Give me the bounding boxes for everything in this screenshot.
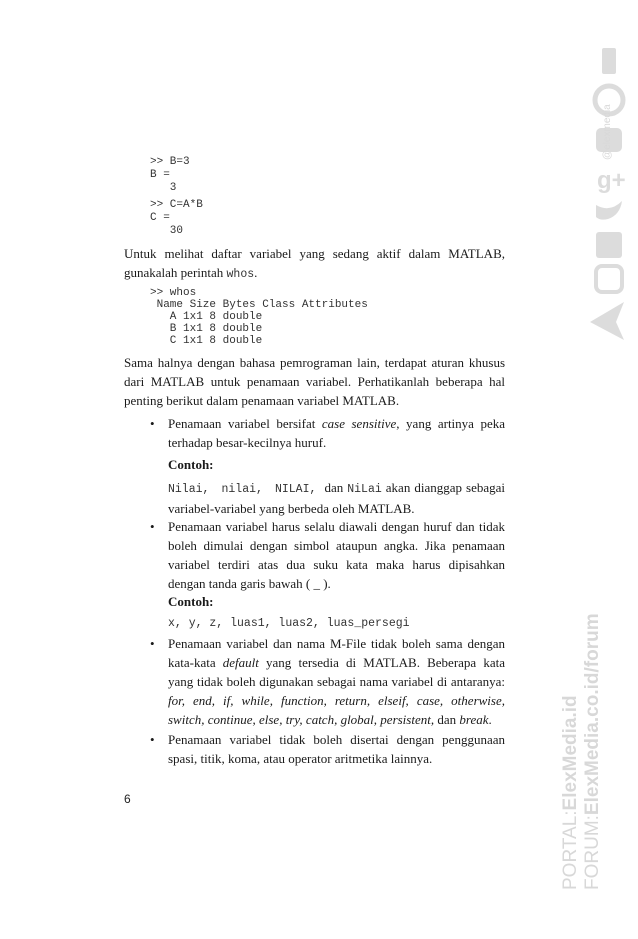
gplus-icon: g+ <box>597 167 626 194</box>
bullet-marker: • <box>150 416 155 431</box>
code-line: 3 <box>150 182 177 194</box>
paragraph-text: . <box>254 265 258 280</box>
bullet-4-text: Penamaan variabel tidak boleh disertai dengan penggunaan spasi, titik, koma, atau operator aritmetika lainnya. <box>168 732 505 766</box>
keyword-last: break <box>459 712 489 727</box>
watermark-forum-url: ElexMedia.co.id/forum <box>582 613 603 816</box>
twitter-icon <box>596 201 622 220</box>
bullet-text-part: dan <box>324 480 344 495</box>
inline-code: NILAI, <box>274 483 317 496</box>
inline-code: Nilai, <box>168 483 210 496</box>
bullet-3-text <box>168 634 505 729</box>
instagram-icon <box>596 266 622 292</box>
social-icons-watermark <box>562 40 632 340</box>
watermark-text <box>560 613 604 890</box>
contoh-label-2: Contoh: <box>168 594 214 609</box>
facebook-icon <box>596 232 622 258</box>
bullet-text-part: , yang artinya peka terhadap besar-kecilnya huruf. <box>168 416 506 450</box>
paragraph-text: Untuk melihat daftar variabel yang sedang aktif dalam MATLAB, gunakalah perintah <box>124 246 505 280</box>
code-line: A 1x1 8 double <box>150 311 263 323</box>
code-line: >> C=A*B <box>150 199 203 211</box>
inline-code: NiLai <box>347 483 382 496</box>
watermark-handle: @elexmedia <box>602 104 613 160</box>
code-line: C = <box>150 212 170 224</box>
keyword-list: for, end, if, while, function, return, elseif, case, otherwise, switch, continue, else, try, catch, global, persistent, <box>168 693 505 727</box>
code-line: B 1x1 8 double <box>150 323 263 335</box>
code-line: 30 <box>150 225 184 237</box>
watermark-forum <box>582 613 604 890</box>
watermark-portal-label: PORTAL: <box>560 810 581 890</box>
watermark-forum-label: FORUM: <box>582 815 603 890</box>
watermark-portal-url: ElexMedia.id <box>560 695 581 811</box>
code-line: C 1x1 8 double <box>150 335 263 347</box>
watermark-portal <box>560 613 582 890</box>
bullet-text-part: yang tersedia di MATLAB. Beberapa kata yang tidak boleh digunakan sebagai nama variabel di antaranya: <box>168 655 505 689</box>
contoh-label-1: Contoh: <box>168 457 214 472</box>
bullet-marker: • <box>150 636 155 651</box>
bullet-text-part: Penamaan variabel dan nama M-File tidak boleh sama dengan kata-kata <box>168 636 505 670</box>
paragraph-rules: Sama halnya dengan bahasa pemrograman lain, terdapat aturan khusus dari MATLAB untuk penamaan variabel. Perhatikanlah beberapa hal penting berikut dalam penamaan variabel MATLAB. <box>124 355 505 408</box>
italic-term: default <box>222 655 259 670</box>
bullet-text-part: dan <box>434 712 460 727</box>
italic-term: case sensitive <box>321 416 397 431</box>
bullet-1-example <box>168 478 505 518</box>
bullet-2-text: Penamaan variabel harus selalu diawali dengan huruf dan tidak boleh dimulai dengan simbol ataupun angka. Jika penamaan variabel terdiri atas dua suku kata maka harus dipisahkan dengan tanda garis bawah ( _ ). <box>168 519 505 591</box>
code-line: >> whos <box>150 287 197 299</box>
bullet-text-part: Penamaan variabel bersifat <box>168 416 322 431</box>
paragraph-whos <box>124 244 505 284</box>
tumblr-icon <box>602 48 616 74</box>
inline-code: nilai, <box>221 483 263 496</box>
send-icon <box>590 302 624 340</box>
bullet-text-part: . <box>488 712 492 727</box>
code-line: Name Size Bytes Class Attributes <box>150 299 368 311</box>
inline-code-whos: whos <box>226 268 255 281</box>
bullet-marker: • <box>150 732 155 747</box>
bullet-1-text <box>168 414 505 452</box>
page-number: 6 <box>124 792 131 806</box>
bullet-marker: • <box>150 519 155 534</box>
bullet-2-example: x, y, z, luas1, luas2, luas_persegi <box>168 617 410 630</box>
code-line: B = <box>150 169 170 181</box>
bullet-text-part: akan dianggap sebagai variabel-variabel yang berbeda oleh MATLAB. <box>168 480 506 516</box>
code-line: >> B=3 <box>150 156 190 168</box>
